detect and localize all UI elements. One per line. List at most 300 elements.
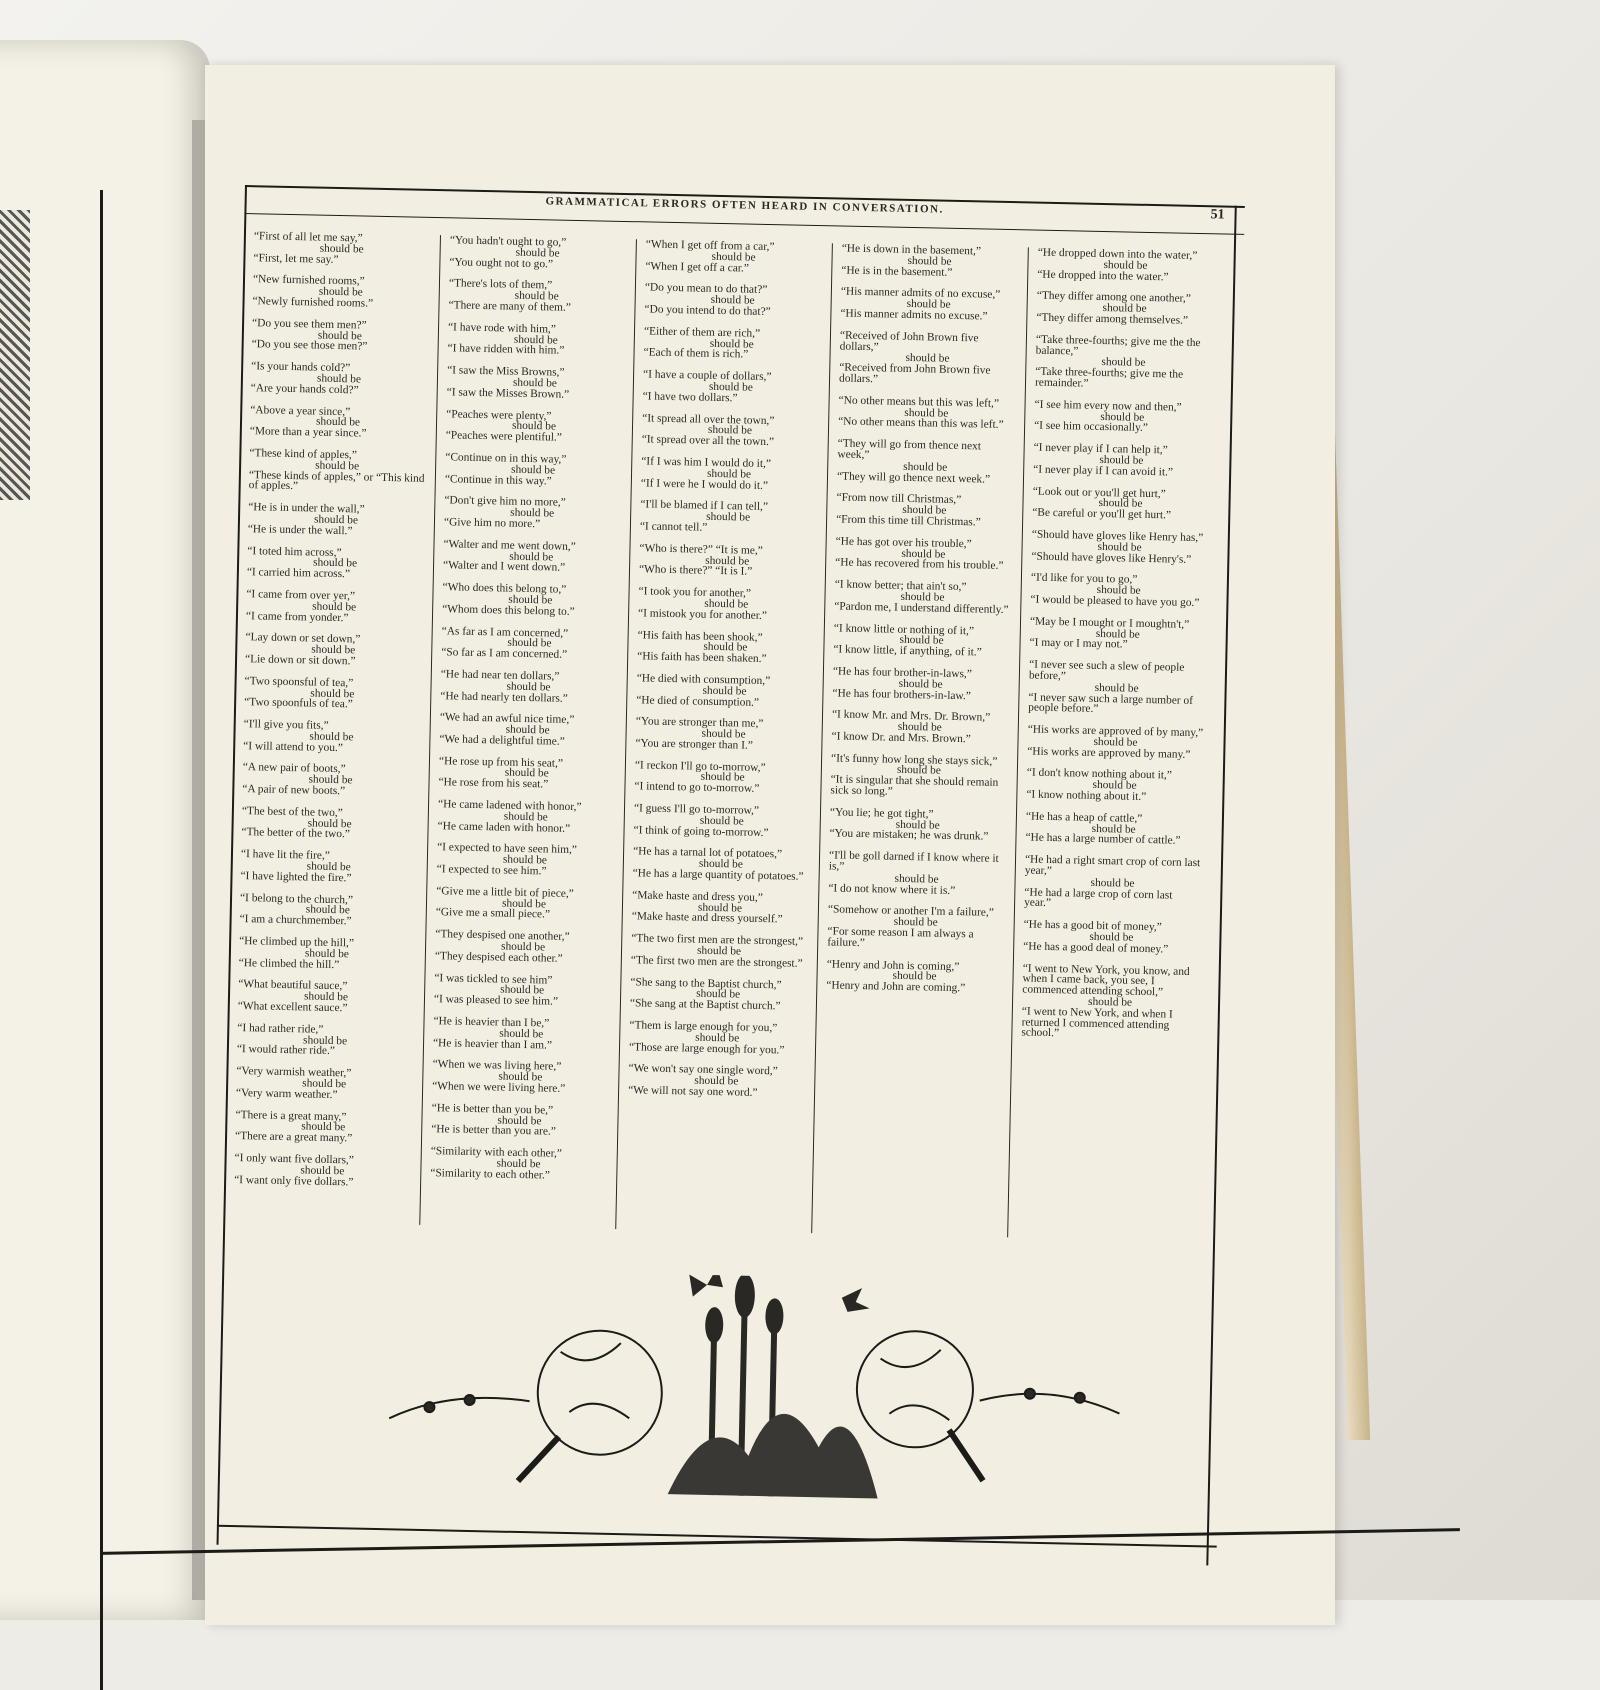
correct-phrase: “These kinds of apples,” or “This kind of apples.”	[248, 468, 425, 493]
error-phrase: “He is in under the wall,”	[248, 501, 365, 516]
should-be-label: should be	[509, 550, 554, 564]
should-be-label: should be	[309, 730, 354, 744]
entry	[248, 502, 425, 538]
correct-phrase: “Who is there?” “It is I.”	[638, 563, 753, 579]
should-be-label: should be	[902, 503, 947, 517]
correct-phrase: “He came laden with honor.”	[437, 819, 571, 835]
should-be-label: should be	[709, 337, 754, 351]
entry	[630, 977, 807, 1013]
error-phrase: “He has got over his trouble,”	[835, 535, 972, 551]
correct-phrase: “Do you intend to do that?”	[644, 303, 771, 319]
error-phrase: “Who does this belong to,”	[442, 581, 567, 596]
entry	[442, 582, 619, 618]
should-be-label: should be	[711, 250, 756, 264]
should-be-label: should be	[1092, 779, 1137, 793]
error-phrase: “A new pair of boots,”	[242, 761, 346, 776]
entry	[633, 803, 810, 839]
correct-phrase: “Each of them is rich.”	[643, 346, 749, 361]
correct-phrase: “Continue in this way.”	[444, 472, 552, 488]
error-phrase: “They despised one another,”	[435, 928, 570, 944]
error-phrase: “You are stronger than me,”	[635, 715, 764, 731]
column-4	[821, 244, 1018, 1237]
entry	[835, 536, 1012, 572]
entry	[240, 849, 417, 885]
right-branch-icon	[979, 1388, 1119, 1414]
should-be-label: should be	[310, 686, 355, 700]
error-phrase: “I'd like for you to go,”	[1030, 571, 1138, 587]
should-be-label: should be	[499, 1027, 544, 1041]
correct-phrase: “There are many of them.”	[448, 299, 572, 314]
error-phrase: “I was tickled to see him”	[434, 971, 553, 987]
entry	[236, 1066, 413, 1102]
error-phrase: “I had rather ride,”	[237, 1021, 324, 1036]
error-phrase: “When we was living here,”	[432, 1058, 562, 1074]
error-phrase: “New furnished rooms,”	[252, 273, 365, 288]
correct-phrase: “I may or I may not.”	[1029, 636, 1128, 651]
error-phrase: “I see him every now and then,”	[1034, 398, 1182, 414]
should-be-label: should be	[899, 634, 944, 648]
error-phrase: “He came ladened with honor,”	[437, 798, 582, 814]
correct-phrase: “You are stronger than I.”	[635, 737, 753, 752]
correct-phrase: “His faith has been shaken.”	[637, 650, 767, 666]
entry	[830, 753, 1007, 800]
should-be-label: should be	[306, 860, 351, 874]
should-be-label: should be	[514, 289, 559, 303]
error-phrase: “I don't know nothing about it,”	[1026, 766, 1173, 783]
should-be-label: should be	[1095, 627, 1140, 641]
correct-phrase: “I do not know where it is.”	[828, 882, 956, 897]
correct-phrase: “I cannot tell.”	[639, 520, 708, 534]
right-page	[205, 65, 1335, 1625]
error-phrase: “He is down in the basement,”	[841, 242, 982, 258]
should-be-label: should be	[501, 897, 547, 911]
correct-phrase: “Peaches were plentiful.”	[445, 429, 562, 444]
error-phrase: “Peaches were plenty,”	[446, 407, 552, 423]
correct-phrase: “I went to New York, and when I returned I commenced attending school.”	[1021, 1005, 1173, 1040]
error-phrase: “Make haste and dress you,”	[632, 889, 763, 904]
error-phrase: “We won't say one single word,”	[628, 1062, 778, 1078]
should-be-label: should be	[701, 727, 746, 741]
should-be-label: should be	[907, 254, 952, 268]
entry	[839, 330, 1016, 388]
error-phrase: “Henry and John is coming,”	[826, 957, 960, 973]
entry	[439, 712, 616, 748]
entry	[434, 973, 611, 1009]
should-be-label: should be	[313, 513, 359, 527]
correct-phrase: “I would be pleased to have you go.”	[1030, 593, 1200, 609]
error-phrase: “His faith has been shook,”	[637, 628, 763, 644]
error-phrase: “Very warmish weather,”	[236, 1065, 352, 1080]
should-be-label: should be	[705, 554, 750, 568]
should-be-label: should be	[317, 329, 362, 343]
entry	[827, 905, 1004, 952]
entry	[1035, 334, 1212, 392]
entry	[247, 546, 424, 582]
entry	[831, 710, 1008, 746]
error-phrase: “I know little or nothing of it,”	[833, 621, 975, 637]
correct-phrase: “I see him occasionally.”	[1034, 419, 1148, 435]
should-be-label: should be	[510, 463, 556, 477]
should-be-label: should be	[505, 723, 550, 737]
entry	[645, 239, 822, 275]
correct-phrase: “For some reason I am always a failure.”	[827, 925, 974, 949]
should-be-label: should be	[1101, 356, 1146, 370]
should-be-label: should be	[702, 684, 747, 698]
entry	[238, 979, 415, 1015]
error-phrase: “The best of the two,”	[241, 804, 343, 820]
should-be-label: should be	[305, 903, 350, 917]
correct-phrase: “Lie down or sit down.”	[244, 653, 356, 668]
correct-phrase: “His works are approved by many.”	[1027, 745, 1191, 761]
entry	[1037, 248, 1214, 284]
should-be-label: should be	[504, 767, 549, 780]
should-be-label: should be	[511, 420, 557, 433]
correct-phrase: “I carried him across.”	[246, 566, 351, 581]
error-phrase: “From now till Christmas,”	[836, 491, 962, 507]
correct-phrase: “He rose from his seat.”	[438, 776, 549, 791]
error-phrase: “I reckon I'll go to-morrow,”	[634, 758, 766, 774]
page-number: 51	[1210, 207, 1225, 223]
error-phrase: “You hadn't ought to go,”	[449, 234, 567, 249]
error-phrase: “I belong to the church,”	[239, 891, 354, 907]
correct-phrase: “I have ridden with him.”	[447, 342, 565, 358]
correct-phrase: “It spread over all the town.”	[641, 433, 775, 449]
error-phrase: “Is your hands cold?”	[251, 360, 351, 375]
floral-ornament	[368, 1268, 1133, 1514]
should-be-label: should be	[905, 352, 950, 366]
error-phrase: “I know Mr. and Mrs. Dr. Brown,”	[831, 708, 991, 725]
entry	[251, 361, 428, 397]
column-5	[1017, 248, 1214, 1241]
entry	[1032, 486, 1209, 522]
correct-phrase: “He has a large quantity of potatoes.”	[632, 867, 804, 883]
left-branch-icon	[389, 1393, 529, 1421]
bird-icon	[842, 1288, 870, 1313]
correct-phrase: “I mistook you for another.”	[637, 607, 767, 622]
entry	[642, 413, 819, 449]
should-be-label: should be	[507, 636, 552, 650]
entry	[242, 763, 419, 799]
entry	[1024, 855, 1201, 913]
error-phrase: “The two first men are the strongest,”	[631, 932, 804, 949]
error-phrase: “No other means but this was left,”	[838, 394, 1000, 410]
should-be-label: should be	[500, 983, 545, 997]
should-be-label: should be	[895, 818, 940, 832]
error-phrase: “First of all let me say,”	[253, 230, 363, 245]
should-be-label: should be	[704, 597, 749, 611]
should-be-label: should be	[708, 380, 753, 394]
correct-phrase: “I am a churchmember.”	[239, 913, 352, 928]
entry	[1028, 660, 1205, 718]
error-phrase: “Do you see them men?”	[251, 316, 367, 332]
entry	[838, 395, 1015, 431]
entry	[245, 632, 422, 668]
correct-phrase: “We will not say one word.”	[628, 1084, 758, 1099]
correct-phrase: “Give him no more.”	[443, 516, 541, 531]
entry	[433, 1016, 610, 1052]
correct-phrase: “First, let me say.”	[253, 251, 339, 266]
entry	[447, 322, 624, 358]
should-be-label: should be	[900, 590, 945, 604]
page-content	[217, 185, 1245, 1566]
correct-phrase: “I have two dollars.”	[642, 390, 738, 405]
entry	[634, 760, 811, 796]
error-phrase: “I know better; that ain't so,”	[834, 578, 967, 594]
should-be-label: should be	[1093, 735, 1138, 749]
error-phrase: “His works are approved of by many,”	[1027, 723, 1204, 740]
correct-phrase: “There are a great many.”	[234, 1130, 353, 1145]
page-title: GRAMMATICAL ERRORS OFTEN HEARD IN CONVERSATION.	[545, 195, 944, 216]
should-be-label: should be	[703, 641, 748, 654]
should-be-label: should be	[302, 1077, 347, 1091]
entry	[828, 851, 1005, 898]
entry	[840, 287, 1017, 323]
error-phrase: “Above a year since,”	[250, 403, 351, 418]
error-phrase: “She sang to the Baptist church,”	[630, 975, 782, 992]
should-be-label: should be	[496, 1157, 541, 1171]
error-phrase: “Look out or you'll get hurt,”	[1032, 485, 1166, 500]
error-phrase: “Continue on in this way,”	[445, 451, 567, 466]
should-be-label: should be	[506, 680, 551, 694]
error-phrase: “He has four brother-in-laws,”	[832, 665, 972, 681]
correct-phrase: “Two spoonfuls of tea.”	[244, 696, 353, 711]
should-be-label: should be	[697, 901, 743, 915]
entry	[234, 1153, 411, 1189]
entry	[631, 934, 808, 970]
correct-phrase: “He is under the wall.”	[247, 522, 353, 538]
should-be-label: should be	[302, 1034, 348, 1047]
error-phrase: “There is a great many,”	[235, 1108, 347, 1123]
should-be-label: should be	[304, 947, 350, 961]
entry	[239, 893, 416, 929]
should-be-label: should be	[312, 600, 357, 614]
should-be-label: should be	[698, 857, 743, 871]
entry	[435, 929, 612, 965]
error-phrase: “Give me a little bit of piece,”	[436, 885, 574, 900]
correct-phrase: “Newly furnished rooms.”	[252, 295, 374, 310]
entry	[253, 231, 430, 267]
entry	[826, 959, 1003, 995]
error-phrase: “I guess I'll go to-morrow,”	[633, 802, 760, 817]
should-be-label: should be	[893, 915, 938, 929]
should-be-label: should be	[1103, 258, 1148, 272]
should-be-label: should be	[1090, 876, 1135, 890]
correct-phrase: “I would rather ride.”	[236, 1043, 336, 1058]
should-be-label: should be	[892, 970, 937, 984]
correct-phrase: “Take three-fourths; give me the remainder.”	[1034, 365, 1184, 390]
error-phrase: “He is heavier than I be,”	[433, 1015, 550, 1030]
entry	[1021, 963, 1199, 1042]
error-phrase: “I went to New York, you know, and when I came back, you see, I commenced attending school,”	[1022, 962, 1190, 999]
entry	[1027, 725, 1204, 761]
should-be-label: should be	[503, 810, 548, 824]
should-be-label: should be	[510, 506, 555, 520]
correct-phrase: “Should have gloves like Henry's.”	[1031, 550, 1192, 566]
should-be-label: should be	[498, 1070, 543, 1084]
entry	[637, 630, 814, 666]
should-be-label: should be	[318, 285, 363, 299]
error-phrase: “I have lit the fire,”	[240, 848, 330, 863]
column-1	[233, 231, 430, 1224]
error-phrase: “These kind of apples,”	[249, 447, 358, 462]
entry	[436, 886, 613, 922]
entry	[235, 1110, 412, 1146]
should-be-label: should be	[696, 944, 742, 958]
entry	[437, 799, 614, 835]
entry	[1033, 443, 1210, 479]
error-phrase: “I'll give you fits,”	[243, 718, 329, 732]
error-phrase: “I have a couple of dollars,”	[642, 368, 772, 384]
should-be-label: should be	[512, 376, 558, 390]
entry	[445, 452, 622, 488]
entry	[243, 719, 420, 755]
correct-phrase: “Very warm weather.”	[235, 1086, 338, 1101]
entry	[1025, 811, 1202, 847]
correct-phrase: “He has four brothers-in-law.”	[832, 686, 972, 702]
correct-phrase: “You ought not to go.”	[449, 255, 554, 271]
error-phrase: “Who is there?” “It is me,”	[639, 542, 763, 557]
correct-phrase: “More than a year since.”	[249, 425, 367, 440]
correct-phrase: “Be careful or you'll get hurt.”	[1032, 506, 1172, 522]
entry	[438, 756, 615, 792]
error-phrase: “Received of John Brown five dollars,”	[839, 329, 979, 353]
error-phrase: “There's lots of them,”	[448, 277, 553, 292]
error-phrase: “He has a heap of cattle,”	[1025, 810, 1143, 825]
error-phrase: “You lie; he got tight,”	[829, 806, 934, 821]
correct-phrase: “I will attend to you.”	[243, 739, 344, 754]
error-phrase: “He is better than you be,”	[431, 1101, 554, 1117]
correct-phrase: “He is better than you are.”	[431, 1123, 556, 1139]
should-be-label: should be	[307, 817, 352, 831]
correct-phrase: “You are mistaken; he was drunk.”	[829, 827, 989, 844]
correct-phrase: “I want only five dollars.”	[234, 1173, 354, 1189]
error-phrase: “Take three-fourths; give me the the balance,”	[1035, 333, 1201, 358]
entry	[632, 890, 809, 926]
correct-phrase: “Are your hands cold?”	[250, 381, 359, 397]
entry	[246, 589, 423, 625]
correct-phrase: “He has a good deal of money.”	[1023, 940, 1169, 956]
right-fan-icon	[855, 1330, 986, 1481]
entry	[431, 1103, 608, 1139]
correct-phrase: “He dropped into the water.”	[1037, 268, 1169, 283]
should-be-label: should be	[699, 814, 744, 828]
columns-area	[233, 231, 1214, 1241]
correct-phrase: “They differ among themselves.”	[1036, 311, 1189, 327]
error-phrase: “Two spoonsful of tea,”	[244, 674, 354, 690]
entry	[643, 326, 820, 362]
entry	[644, 283, 821, 319]
should-be-label: should be	[315, 459, 360, 473]
correct-phrase: “If I were he I would do it.”	[640, 476, 769, 492]
correct-phrase: “He died of consumption.”	[636, 693, 760, 709]
error-phrase: “He had a right smart crop of corn last year,”	[1024, 853, 1201, 878]
entry	[437, 843, 614, 879]
correct-phrase: “Pardon me, I understand differently.”	[834, 600, 1009, 616]
left-fan-icon	[518, 1329, 663, 1484]
error-phrase: “He climbed up the hill,”	[239, 935, 355, 950]
entry	[441, 626, 618, 662]
correct-phrase: “He climbed the hill.”	[238, 956, 340, 971]
should-be-label: should be	[497, 1114, 542, 1128]
should-be-label: should be	[1089, 930, 1134, 944]
should-be-label: should be	[695, 1031, 740, 1045]
should-be-label: should be	[319, 242, 364, 256]
entry	[635, 717, 812, 753]
correct-phrase: “He is in the basement.”	[841, 264, 953, 279]
should-be-label: should be	[1100, 410, 1145, 424]
correct-phrase: “He has a large number of cattle.”	[1025, 831, 1181, 848]
correct-phrase: “Whom does this belong to.”	[442, 602, 575, 618]
entry	[430, 1146, 607, 1182]
correct-phrase: “Received from John Brown five dollars.”	[838, 361, 991, 386]
entry	[636, 673, 813, 709]
correct-phrase: “Walter and I went down.”	[442, 559, 566, 575]
error-phrase: “He has a good bit of money,”	[1023, 918, 1162, 934]
correct-phrase: “From this time till Christmas.”	[836, 513, 981, 529]
correct-phrase: “I think of going to-morrow.”	[633, 823, 769, 839]
error-phrase: “He had near ten dollars,”	[440, 668, 560, 683]
entry	[448, 279, 625, 315]
entry	[444, 496, 621, 532]
entry	[252, 318, 429, 354]
error-phrase: “I saw the Miss Browns,”	[447, 364, 565, 379]
should-be-label: should be	[1096, 584, 1141, 597]
entry	[443, 539, 620, 575]
correct-phrase: “He has recovered from his trouble.”	[835, 556, 1004, 573]
entry	[638, 586, 815, 622]
error-phrase: “I toted him across,”	[247, 544, 342, 559]
should-be-label: should be	[303, 990, 349, 1004]
error-phrase: “I never play if I can help it,”	[1033, 441, 1168, 457]
correct-phrase: “Henry and John are coming.”	[826, 979, 966, 995]
correct-phrase: “I know little, if anything, of it.”	[833, 643, 982, 659]
error-phrase: “If I was him I would do it,”	[641, 455, 772, 471]
entry	[241, 806, 418, 842]
should-be-label: should be	[897, 720, 942, 734]
error-phrase: “I never see such a slew of people before,”	[1028, 658, 1185, 683]
entry	[1026, 768, 1203, 804]
entry	[841, 244, 1018, 280]
correct-phrase: “What excellent sauce.”	[237, 1000, 348, 1015]
error-phrase: “He died with consumption,”	[636, 672, 771, 688]
entry	[643, 370, 820, 406]
correct-phrase: “I know nothing about it.”	[1026, 788, 1147, 804]
entry	[1036, 291, 1213, 327]
should-be-label: should be	[308, 773, 353, 787]
correct-phrase: “When we were living here.”	[432, 1080, 566, 1095]
column-2	[429, 235, 626, 1228]
should-be-label: should be	[894, 872, 939, 886]
correct-phrase: “When I get off a car.”	[645, 259, 750, 275]
entry	[628, 1064, 805, 1100]
entry	[836, 493, 1013, 529]
entry	[237, 1023, 414, 1059]
error-phrase: “I'll be goll darned if I know where it is,”	[828, 849, 999, 873]
error-phrase: “Either of them are rich,”	[643, 325, 761, 340]
should-be-label: should be	[707, 424, 753, 438]
correct-phrase: “She sang at the Baptist church.”	[629, 997, 781, 1013]
correct-phrase: “The better of the two.”	[241, 826, 351, 841]
entry	[1034, 399, 1211, 435]
error-phrase: “Them is large enough for you,”	[629, 1019, 778, 1035]
should-be-label: should be	[513, 333, 558, 347]
correct-phrase: “He is heavier than I am.”	[432, 1036, 553, 1052]
correct-phrase: “Do you see those men?”	[251, 338, 368, 353]
entry	[1031, 529, 1208, 565]
error-phrase: “I only want five dollars,”	[234, 1151, 354, 1167]
error-phrase: “He rose up from his seat,”	[438, 754, 564, 770]
entry	[239, 936, 416, 972]
